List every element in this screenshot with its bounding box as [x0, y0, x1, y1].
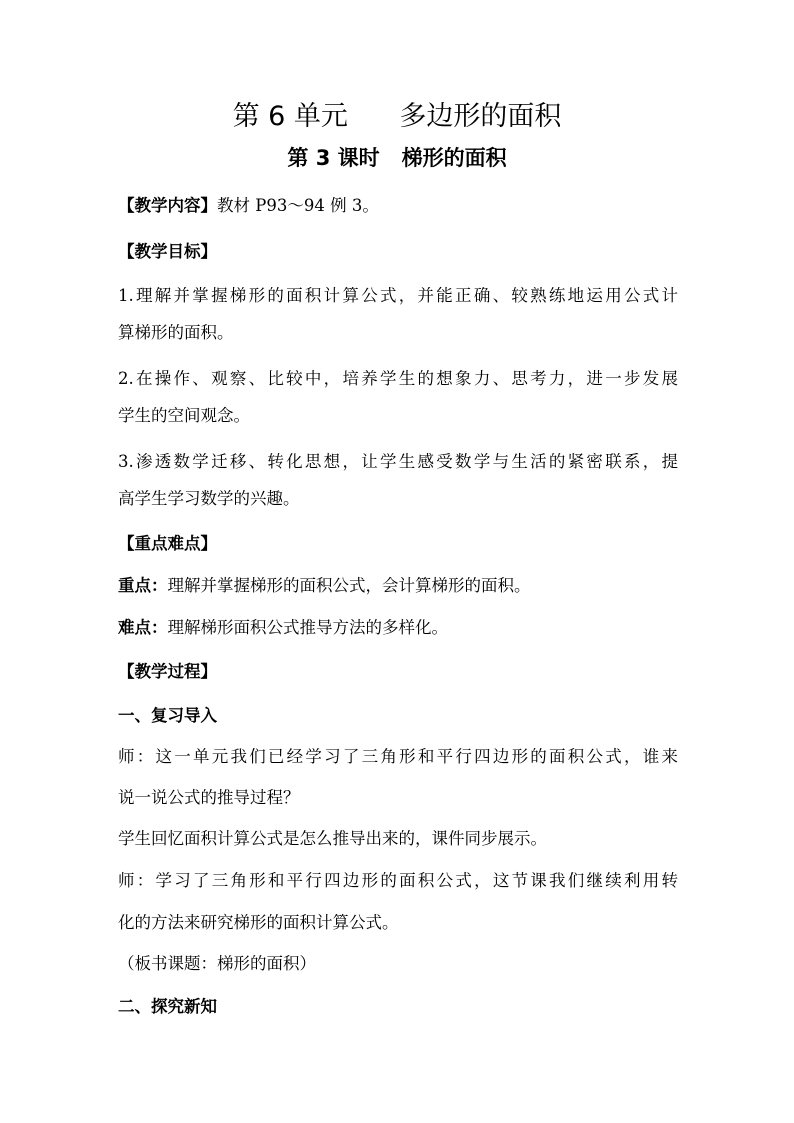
teaching-content-text: 教材 P93～94 例 3。: [217, 196, 379, 215]
paragraph-4: （板书课题：梯形的面积）: [118, 954, 316, 973]
key-points-heading: 【重点难点】: [118, 534, 217, 553]
objective-1-line-2: 算梯形的面积。: [118, 323, 234, 342]
process-heading: 【教学过程】: [118, 662, 217, 681]
paragraph-2: 学生回忆面积计算公式是怎么推导出来的，课件同步展示。: [118, 829, 547, 848]
paragraph-1-line-1: 师：这一单元我们已经学习了三角形和平行四边形的面积公式，谁来: [118, 747, 678, 766]
objective-1-line-1: 1.理解并掌握梯形的面积计算公式，并能正确、较熟练地运用公式计: [118, 286, 678, 305]
difficult-point-label: 难点：: [118, 618, 168, 637]
objectives-heading: 【教学目标】: [118, 242, 217, 261]
key-point-label: 重点：: [118, 576, 168, 595]
paragraph-1-line-2: 说一说公式的推导过程？: [118, 788, 300, 807]
objective-3-line-2: 高学生学习数学的兴趣。: [118, 489, 300, 508]
section-2-heading: 二、探究新知: [118, 997, 217, 1016]
paragraph-3-line-1: 师：学习了三角形和平行四边形的面积公式，这节课我们继续利用转: [118, 871, 678, 890]
key-point-line: [118, 575, 678, 597]
objective-2-line-2: 学生的空间观念。: [118, 406, 250, 425]
key-point-text: 理解并掌握梯形的面积公式，会计算梯形的面积。: [167, 576, 531, 595]
section-1-heading: 一、复习导入: [118, 706, 217, 725]
objective-3-line-1: 3.渗透数学迁移、转化思想，让学生感受数学与生活的紧密联系，提: [118, 452, 678, 471]
objective-2-line-1: 2.在操作、观察、比较中，培养学生的想象力、思考力，进一步发展: [118, 369, 678, 388]
difficult-point-text: 理解梯形面积公式推导方法的多样化。: [167, 618, 448, 637]
lesson-subtitle: 第 3 课时 梯形的面积: [287, 146, 507, 170]
teaching-content-line: [118, 195, 678, 217]
teaching-content-label: 【教学内容】: [118, 196, 217, 215]
unit-title: 第 6 单元 多边形的面积: [232, 101, 562, 132]
difficult-point-line: [118, 617, 678, 639]
paragraph-3-line-2: 化的方法来研究梯形的面积计算公式。: [118, 913, 399, 932]
